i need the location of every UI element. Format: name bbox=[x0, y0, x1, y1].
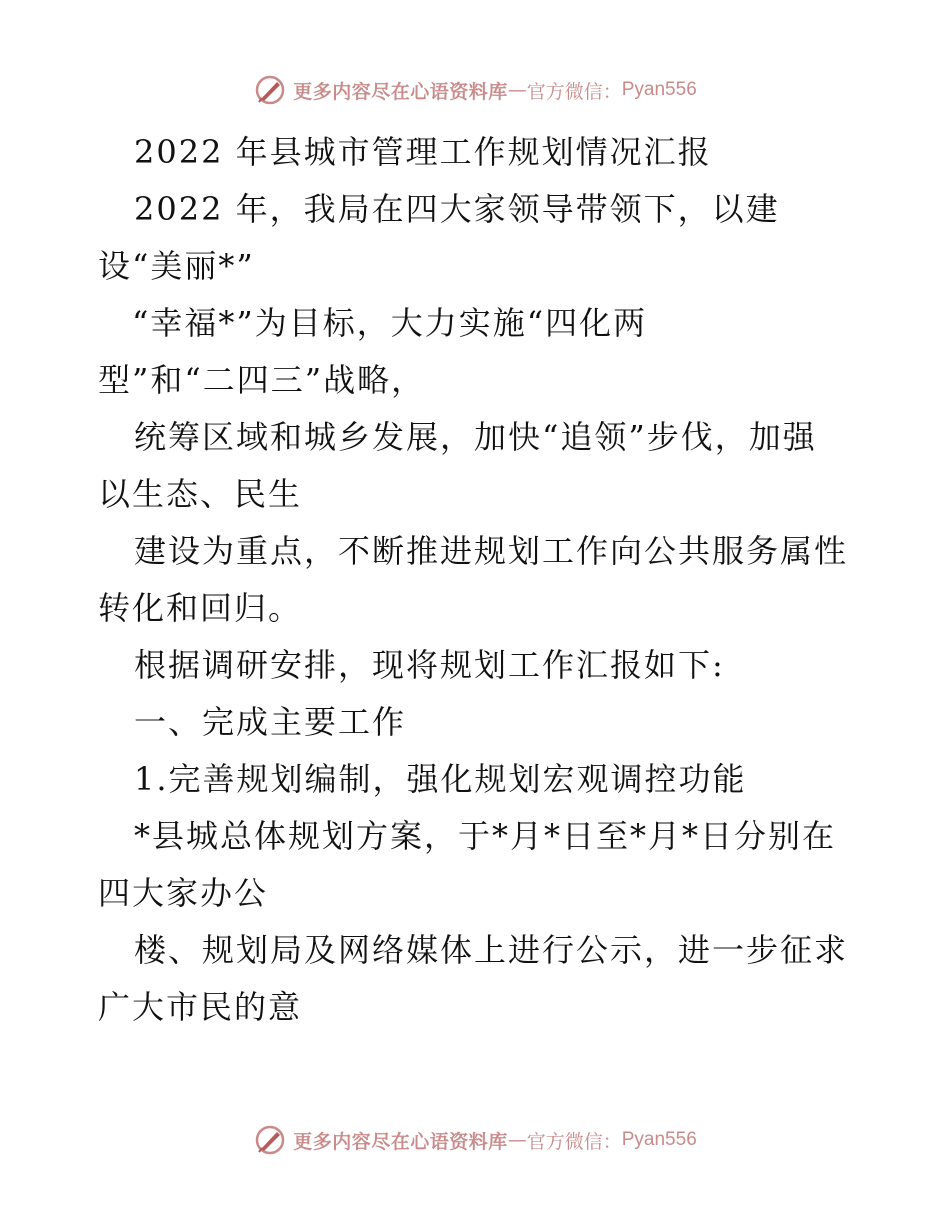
watermark-wechat-id: Pyan556 bbox=[621, 1129, 697, 1150]
watermark-wechat-id: Pyan556 bbox=[621, 79, 697, 100]
subsection-heading: 1.完善规划编制，强化规划宏观调控功能 bbox=[134, 760, 747, 798]
watermark-wechat-label: 官方微信： bbox=[526, 80, 622, 103]
document-title: 2022 年县城市管理工作规划情况汇报 bbox=[134, 133, 712, 171]
paragraph-line: 四大家办公 bbox=[98, 874, 269, 912]
quill-logo-icon bbox=[253, 1123, 287, 1157]
watermark-separator: — bbox=[507, 1129, 527, 1151]
paragraph-line: 以生态、民生 bbox=[98, 475, 303, 513]
paragraph-line: 型”和“二四三”战略， bbox=[98, 361, 426, 399]
paragraph-line: 转化和回归。 bbox=[98, 589, 303, 627]
paragraph-line: 统筹区域和城乡发展，加快“追领”步伐，加强 bbox=[134, 418, 817, 456]
paragraph-line: 设“美丽*” bbox=[98, 247, 255, 285]
paragraph-line: “幸福*”为目标，大力实施“四化两 bbox=[132, 304, 648, 342]
quill-logo-icon bbox=[253, 73, 287, 107]
watermark-text: 更多内容尽在心语资料库 bbox=[293, 80, 508, 103]
header-watermark bbox=[0, 70, 950, 110]
paragraph-line: 2022 年，我局在四大家领导带领下，以建 bbox=[134, 190, 780, 228]
document-body bbox=[98, 124, 858, 1036]
footer-watermark bbox=[0, 1120, 950, 1160]
watermark-text: 更多内容尽在心语资料库 bbox=[293, 1130, 508, 1153]
paragraph-line: *县城总体规划方案，于*月*日至*月*日分别在 bbox=[134, 817, 837, 855]
watermark-wechat-label: 官方微信： bbox=[526, 1130, 622, 1153]
paragraph-line: 根据调研安排，现将规划工作汇报如下: bbox=[134, 646, 725, 684]
section-heading: 一、完成主要工作 bbox=[134, 703, 407, 741]
paragraph-line: 建设为重点，不断推进规划工作向公共服务属性 bbox=[134, 532, 849, 570]
paragraph-line: 楼、规划局及网络媒体上进行公示，进一步征求 bbox=[134, 931, 849, 969]
watermark-separator: — bbox=[507, 79, 527, 101]
paragraph-line: 广大市民的意 bbox=[98, 988, 303, 1026]
